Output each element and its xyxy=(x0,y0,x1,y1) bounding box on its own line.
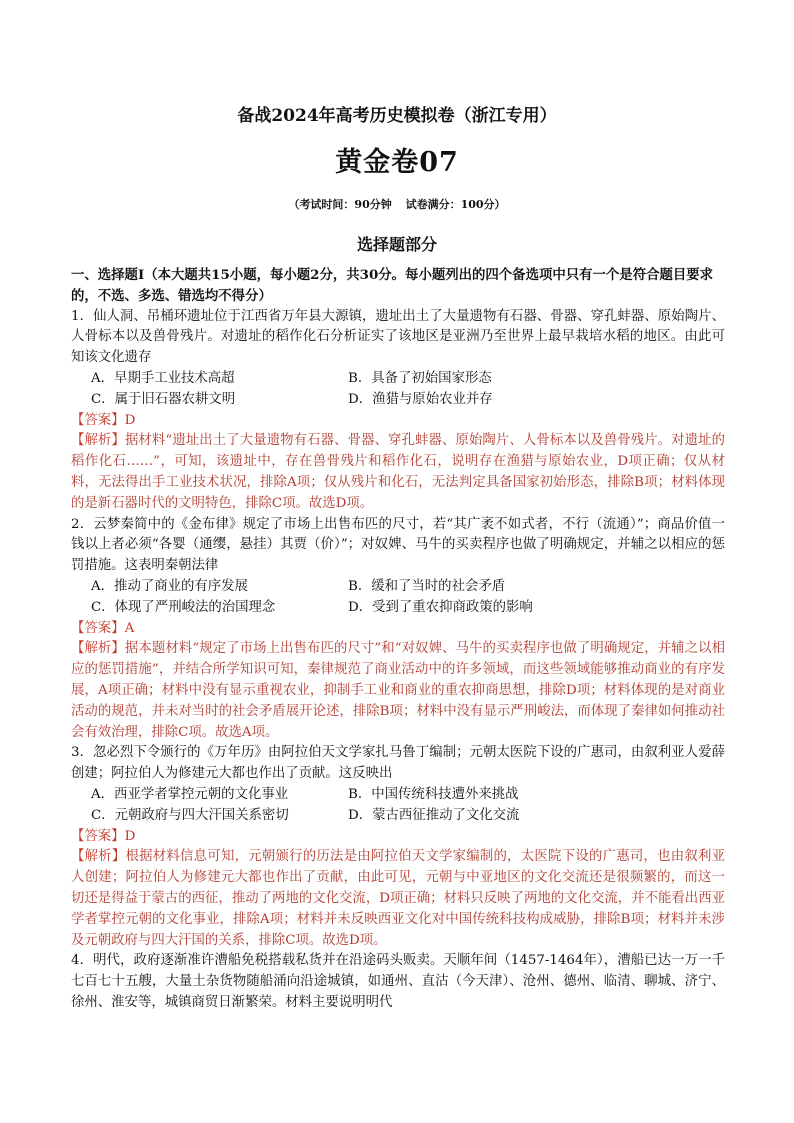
option-d: D．蒙古西征推动了文化交流 xyxy=(348,807,520,823)
answer-label: 【答案】 xyxy=(71,620,125,636)
exam-meta xyxy=(0,196,794,212)
option-c: C．体现了严刑峻法的治国理念 xyxy=(91,599,276,615)
analysis-text: 据材料“遗址出土了大量遗物有石器、骨器、穿孔蚌器、原始陶片、人骨标本以及兽骨残片。对遗址的稻作化石……”，可知，该遗址中，存在兽骨残片和稻作化石，说明存在渔猎与原始农业，D项正确；仅从材料，无法得出手工业技术状况，排除A项；仅从残片和化石，无法判定具备国家初始形态，排除B项；材料体现的是新石器时代的文明特色，排除C项。故选D项。 xyxy=(71,433,726,511)
option-c: C．属于旧石器农耕文明 xyxy=(91,391,236,407)
option-b: B．具备了初始国家形态 xyxy=(348,370,492,386)
exam-title: 备战2024年高考历史模拟卷（浙江专用） xyxy=(237,106,557,126)
exam-subtitle: 黄金卷07 xyxy=(335,147,459,178)
option-a: A．西亚学者掌控元朝的文化事业 xyxy=(91,786,289,802)
answer-value: D xyxy=(124,412,136,428)
option-a: A．早期手工业技术高超 xyxy=(91,370,235,386)
option-d: D．渔猎与原始农业并存 xyxy=(348,391,493,407)
option-d: D．受到了重农抑商政策的影响 xyxy=(348,599,533,615)
answer-value: D xyxy=(124,828,136,844)
analysis-block xyxy=(71,639,725,743)
analysis-label: 【解析】 xyxy=(71,641,125,657)
section-title: 选择题部分 xyxy=(356,235,437,254)
analysis-text: 根据材料信息可知，元朝颁行的历法是由阿拉伯天文学家编制的，太医院下设的广惠司，也由叙利亚人创建；阿拉伯人为修建元大都也作出了贡献，由此可见，元朝与中亚地区的文化交流还是很频繁的，而这一切还是得益于蒙古的西征，推动了两地的文化交流，D项正确；材料只反映了两地的文化交流，并不能看出西亚学者掌控元朝的文化事业，排除A项；材料并未反映西亚文化对中国传统科技构成威胁，排除B项；材料并未涉及元朝政府与四大汗国的关系，排除C项。故选D项。 xyxy=(71,849,726,948)
answer-label: 【答案】 xyxy=(71,828,125,844)
analysis-text: 据本题材料“规定了市场上出售布匹的尺寸”和“对奴婢、马牛的买卖程序也做了明确规定，并辅之以相应的惩罚措施”，并结合所学知识可知，秦律规范了商业活动中的许多领域，而这些领域能够推动商业的有序发展，A项正确；材料中没有显示重视农业，抑制手工业和商业的重农抑商思想，排除D项；材料体现的是对商业活动的规范，并未对当时的社会矛盾展开论述，排除B项；材料中没有显示严刑峻法，而体现了秦律如何推动社会有效治理，排除C项。故选A项。 xyxy=(71,641,725,740)
option-c: C．元朝政府与四大汗国关系密切 xyxy=(91,807,289,823)
analysis-block xyxy=(71,431,725,514)
section-instructions: 一、选择题Ⅰ（本大题共15小题，每小题2分，共30分。每小题列出的四个备选项中只有一个是符合题目要求的，不选、多选、错选均不得分） xyxy=(71,267,714,304)
question-stem: 1．仙人洞、吊桶环遗址位于江西省万年县大源镇，遗址出土了大量遗物有石器、骨器、穿孔蚌器、原始陶片、人骨标本以及兽骨残片。对遗址的稻作化石分析证实了该地区是亚洲乃至世界上最早栽培水稻的地区。由此可知该文化遗存 xyxy=(71,308,725,366)
analysis-label: 【解析】 xyxy=(71,433,125,449)
question-stem: 2．云梦秦简中的《金布律》规定了市场上出售布匹的尺寸，若“其广袤不如式者，不行（流通）”；商品价值一钱以上者必须“各婴（通缨，悬挂）其贾（价）”；对奴婢、马牛的买卖程序也做了明确规定，并辅之以相应的惩罚措施。这表明秦朝法律 xyxy=(71,516,725,574)
option-list xyxy=(71,785,725,827)
exam-time: （考试时间：90分钟 xyxy=(288,198,392,211)
answer-line xyxy=(71,411,725,432)
option-b: B．缓和了当时的社会矛盾 xyxy=(348,578,506,594)
answer-value: A xyxy=(124,620,135,636)
full-score: 试卷满分：100分） xyxy=(405,198,506,211)
question-stem: 3．忽必烈下令颁行的《万年历》由阿拉伯天文学家扎马鲁丁编制；元朝太医院下设的广惠司，由叙利亚人爱薛创建；阿拉伯人为修建元大都也作出了贡献。这反映出 xyxy=(71,745,725,782)
answer-line xyxy=(71,827,725,848)
question-stem: 4．明代，政府逐渐准许漕船免税搭载私货并在沿途码头贩卖。天顺年间（1457-1464年），漕船已达一万一千七百七十五艘，大量土杂货物随船涌向沿途城镇，如通州、直沽（今天津）、沧州、德州、临清、聊城、济宁、徐州、淮安等，城镇商贸日渐繁荣。材料主要说明明代 xyxy=(71,953,725,1010)
option-list xyxy=(71,577,725,619)
analysis-label: 【解析】 xyxy=(71,849,126,865)
option-list xyxy=(71,369,725,411)
option-a: A．推动了商业的有序发展 xyxy=(91,578,248,594)
question-body xyxy=(71,265,725,1014)
answer-label: 【答案】 xyxy=(71,412,125,428)
analysis-block xyxy=(71,847,725,951)
option-b: B．中国传统科技遭外来挑战 xyxy=(348,786,519,802)
answer-line xyxy=(71,619,725,640)
